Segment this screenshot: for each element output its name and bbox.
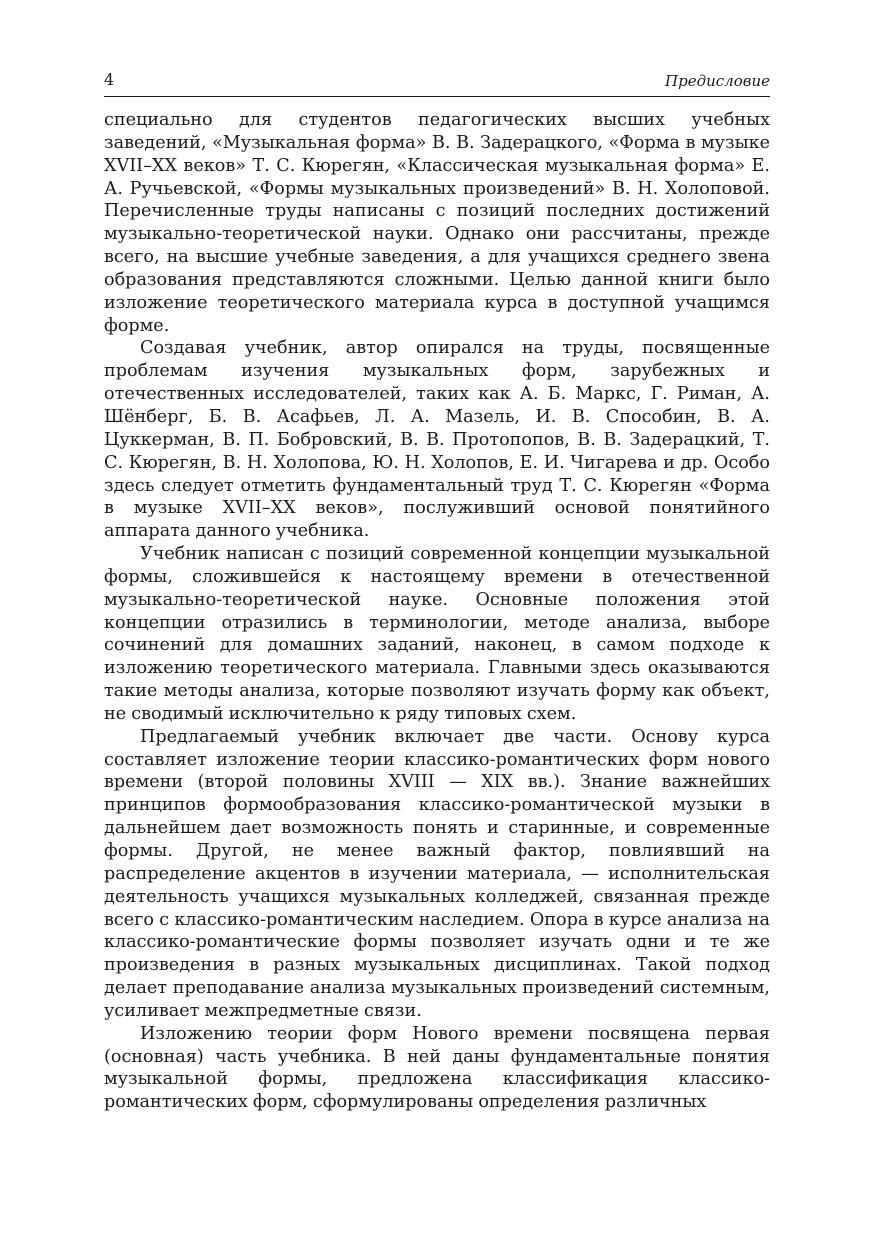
- book-page: [104, 66, 770, 1114]
- page-number: 4: [104, 70, 115, 89]
- paragraph-structure: Предлагаемый учебник включает две части. Основу курса составляет изложение теории классико-романтических форм нового времени (второй половины XVIII — XIX вв.). Знание важнейших принципов формообразования классико-романтической музыки в дальнейшем дает возможность понять и старинные, и современные формы. Другой, не менее важный фактор, повлиявший на распределение акцентов в изучении материала, — исполнительская деятельность учащихся музыкальных колледжей, связанная прежде всего с классико-романтическим наследием. Опора в курсе анализа на классико-романтические формы позволяет изучать одни и те же произведения в разных музыкальных дисциплинах. Такой подход делает преподавание анализа музыкальных произведений системным, усиливает межпредметные связи.: [104, 726, 770, 1021]
- paragraph-concept: Учебник написан с позиций современной концепции музыкальной формы, сложившейся к настоящему времени в отечественной музыкально-теоретической науке. Основные положения этой концепции отразились в терминологии, методе анализа, выборе сочинений для домашних заданий, наконец, в самом подходе к изложению теоретического материала. Главными здесь оказываются такие методы анализа, которые позволяют изучать форму как объект, не сводимый исключительно к ряду типовых схем.: [104, 544, 770, 724]
- section-title: Предисловие: [665, 72, 770, 90]
- running-header: [104, 66, 770, 97]
- paragraph-part-one: Изложению теории форм Нового времени посвящена первая (основная) часть учебника. В ней даны фундаментальные понятия музыкальной формы, предложена классификация классико-романтических форм, сформулированы определения различных: [104, 1023, 770, 1113]
- paragraph-sources: Создавая учебник, автор опирался на труды, посвященные проблемам изучения музыкальных форм, зарубежных и отечественных исследователей, таких как А. Б. Маркс, Г. Риман, А. Шёнберг, Б. В. Асафьев, Л. А. Мазель, И. В. Способин, В. А. Цуккерман, В. П. Бобровский, В. В. Протопопов, В. В. Задерацкий, Т. С. Кюрегян, В. Н. Холопова, Ю. Н. Холопов, Е. И. Чигарева и др. Особо здесь следует отметить фундаментальный труд Т. С. Кюрегян «Форма в музыке XVII–XX веков», послуживший основой понятийного аппарата данного учебника.: [104, 338, 770, 542]
- body-text: [104, 109, 770, 1114]
- paragraph-continued: специально для студентов педагогических высших учебных заведений, «Музыкальная форма» В. В. Задерацкого, «Форма в музыке XVII–XX веков» Т. С. Кюрегян, «Классическая музыкальная форма» Е. А. Ручьевской, «Формы музыкальных произведений» В. Н. Холоповой. Перечисленные труды написаны с позиций последних достижений музыкально-теоретической науки. Однако они рассчитаны, прежде всего, на высшие учебные заведения, а для учащихся среднего звена образования представляются сложными. Целью данной книги было изложение теоретического материала курса в доступной учащимся форме.: [104, 110, 770, 336]
